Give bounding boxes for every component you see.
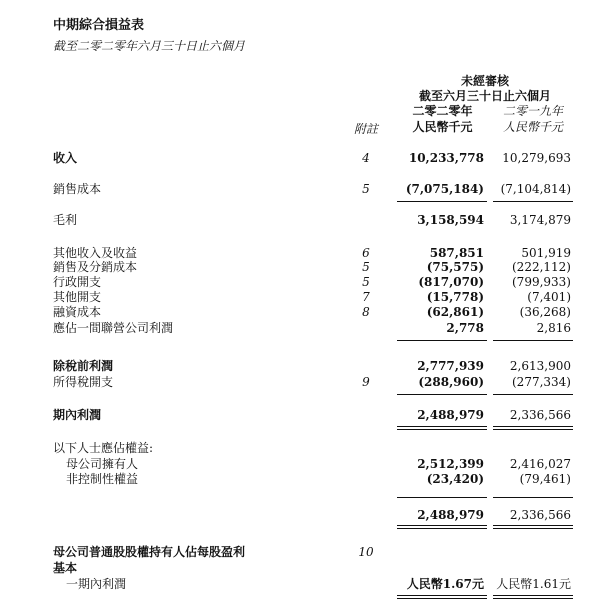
row-note-cost-of-sales: 5	[362, 182, 370, 196]
row-previous-share-of-associate: 2,816	[536, 321, 571, 335]
row-previous-profit-before-tax: 2,613,900	[509, 359, 571, 373]
row-label-attributable-to: 以下人士應佔權益:	[53, 441, 154, 455]
double-rule	[397, 426, 487, 427]
current-year-header: 二零二零年	[412, 104, 473, 118]
row-label-eps-basic: 基本	[53, 561, 78, 575]
row-current-income-tax: (288,960)	[418, 375, 484, 389]
row-previous-admin-expenses: (799,933)	[512, 275, 571, 289]
row-label-selling-distribution: 銷售及分銷成本	[53, 260, 138, 274]
double-rule	[493, 598, 573, 599]
row-note-other-income: 6	[362, 246, 370, 260]
row-label-finance-costs: 融資成本	[53, 305, 102, 319]
row-previous-revenue: 10,279,693	[502, 151, 571, 165]
double-rule	[397, 525, 487, 526]
double-rule	[493, 528, 573, 529]
subtotal-rule	[493, 340, 573, 341]
row-note-revenue: 4	[362, 151, 370, 165]
row-previous-other-income: 501,919	[521, 246, 571, 260]
row-current-cost-of-sales: (7,075,184)	[405, 182, 484, 196]
row-previous-non-controlling: (79,461)	[519, 472, 571, 486]
double-rule	[397, 598, 487, 599]
previous-unit-header: 人民幣千元	[502, 120, 563, 134]
row-current-share-of-associate: 2,778	[446, 321, 484, 335]
double-rule	[397, 429, 487, 430]
row-label-profit-for-period: 期內利潤	[53, 408, 102, 422]
row-current-other-income: 587,851	[429, 246, 484, 260]
row-note-admin-expenses: 5	[362, 275, 370, 289]
previous-year-header: 二零一九年	[502, 104, 563, 118]
row-previous-owners-of-parent: 2,416,027	[509, 457, 571, 471]
row-previous-cost-of-sales: (7,104,814)	[500, 182, 571, 196]
row-label-non-controlling: 非控制性權益	[66, 472, 139, 486]
row-previous-finance-costs: (36,268)	[519, 305, 571, 319]
subtotal-rule	[493, 394, 573, 395]
row-label-other-expenses: 其他開支	[53, 290, 102, 304]
row-previous-attributable-total: 2,336,566	[509, 508, 571, 522]
row-current-profit-for-period: 2,488,979	[417, 408, 484, 422]
subtotal-rule	[397, 340, 487, 341]
row-current-finance-costs: (62,861)	[426, 305, 484, 319]
row-note-selling-distribution: 5	[362, 260, 370, 274]
row-label-revenue: 收入	[53, 151, 78, 165]
double-rule	[493, 525, 573, 526]
current-unit-header: 人民幣千元	[412, 120, 473, 134]
subtotal-rule	[397, 394, 487, 395]
row-label-eps-profit-for-period: 一期內利潤	[66, 577, 127, 591]
row-current-non-controlling: (23,420)	[426, 472, 484, 486]
row-previous-selling-distribution: (222,112)	[512, 260, 571, 274]
row-current-attributable-total: 2,488,979	[417, 508, 484, 522]
subtotal-rule	[397, 497, 487, 498]
row-note-finance-costs: 8	[362, 305, 370, 319]
row-current-selling-distribution: (75,575)	[426, 260, 484, 274]
row-current-other-expenses: (15,778)	[426, 290, 484, 304]
row-previous-other-expenses: (7,401)	[527, 290, 571, 304]
double-rule	[397, 528, 487, 529]
note-header: 附註	[353, 122, 378, 136]
row-label-admin-expenses: 行政開支	[53, 275, 102, 289]
row-current-eps: 人民幣1.67元	[406, 577, 484, 591]
statement-subtitle: 截至二零二零年六月三十日止六個月	[53, 39, 246, 53]
row-label-owners-of-parent: 母公司擁有人	[66, 457, 139, 471]
subtotal-rule	[397, 201, 487, 202]
double-rule	[493, 429, 573, 430]
row-current-profit-before-tax: 2,777,939	[417, 359, 484, 373]
statement-title: 中期綜合損益表	[53, 18, 145, 33]
row-previous-profit-for-period: 2,336,566	[509, 408, 571, 422]
row-current-owners-of-parent: 2,512,399	[417, 457, 484, 471]
row-current-revenue: 10,233,778	[408, 151, 484, 165]
row-current-gross-profit: 3,158,594	[417, 213, 484, 227]
double-rule	[493, 426, 573, 427]
audit-status-header: 未經審核	[460, 74, 509, 88]
row-current-admin-expenses: (817,070)	[418, 275, 484, 289]
row-note-income-tax: 9	[362, 375, 370, 389]
row-label-other-income: 其他收入及收益	[53, 246, 138, 260]
row-note-other-expenses: 7	[362, 290, 370, 304]
row-label-share-of-associate: 應佔一間聯營公司利潤	[53, 321, 174, 335]
row-label-eps-heading: 母公司普通股股權持有人佔每股盈利	[53, 545, 246, 559]
double-rule	[493, 595, 573, 596]
row-previous-gross-profit: 3,174,879	[509, 213, 571, 227]
double-rule	[397, 595, 487, 596]
subtotal-rule	[493, 497, 573, 498]
row-note-eps-heading: 10	[358, 545, 374, 559]
row-label-income-tax: 所得稅開支	[53, 375, 114, 389]
period-header: 截至六月三十日止六個月	[418, 89, 551, 103]
row-label-gross-profit: 毛利	[53, 213, 78, 227]
row-label-cost-of-sales: 銷售成本	[53, 182, 102, 196]
subtotal-rule	[493, 201, 573, 202]
row-previous-eps: 人民幣1.61元	[496, 577, 571, 591]
row-previous-income-tax: (277,334)	[512, 375, 571, 389]
row-label-profit-before-tax: 除稅前利潤	[53, 359, 114, 373]
